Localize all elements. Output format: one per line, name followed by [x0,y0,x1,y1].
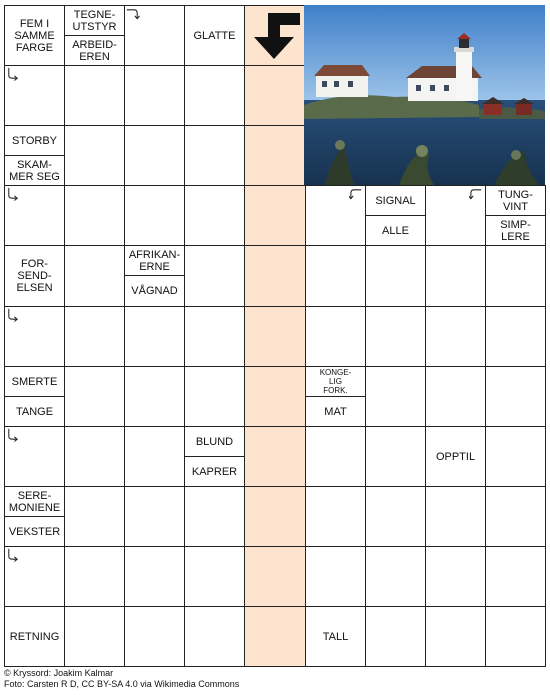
answer-cell[interactable] [124,366,185,427]
lighthouse-photo [304,5,545,185]
answer-cell[interactable] [305,426,366,487]
clue-text [129,249,180,273]
answer-cell[interactable] [365,366,426,427]
answer-cell[interactable] [184,606,245,667]
clue-text [14,18,54,54]
solution-cell[interactable] [244,546,306,607]
clue-fem-i-samme-farge [4,5,65,66]
direction-arrow-icon [126,7,140,21]
answer-cell[interactable] [305,486,366,547]
clue-line: FORK. [323,386,348,395]
clue-forsendelsen [4,245,65,307]
answer-cell[interactable] [64,426,125,487]
answer-cell[interactable] [124,125,185,186]
answer-cell[interactable] [365,426,426,487]
clue-line: TANGE [15,405,54,418]
clue-line: OPPTIL [435,450,476,463]
clue-vekster [4,516,65,547]
clue-text [16,258,52,294]
credit-photo: Foto: Carsten R D, CC BY-SA 4.0 via Wikimedia Commons [4,679,240,689]
crossword-grid [4,5,545,666]
clue-glatte [184,5,245,66]
answer-cell[interactable] [365,245,426,307]
answer-cell[interactable] [365,306,426,367]
answer-cell[interactable] [485,426,546,487]
clue-blund [184,426,245,457]
clue-line: ELSEN [16,282,53,294]
clue-text [324,406,346,418]
clue-smerte [4,366,65,397]
clue-text [320,368,352,395]
answer-cell[interactable] [184,306,245,367]
clue-text [498,189,533,213]
clue-text [9,159,60,183]
clue-tegneutstyr [64,5,125,36]
answer-cell[interactable] [184,486,245,547]
clue-tange [4,396,65,427]
clue-line: UTSTYR [72,20,117,33]
clue-afrikanerne [124,245,185,276]
clue-line: TUNG- [498,188,533,201]
answer-cell[interactable] [64,546,125,607]
clue-line: TALL [322,630,349,643]
answer-cell[interactable] [64,125,125,186]
clue-line: SERE- [17,489,52,502]
clue-line: AFRIKAN- [128,248,181,261]
clue-retning [4,606,65,667]
direction-arrow-icon [6,428,20,442]
clue-text [12,135,57,147]
direction-arrow-icon [6,548,20,562]
clue-line: KONGE- [319,368,352,377]
clue-seremoniene [4,486,65,517]
answer-cell[interactable] [365,486,426,547]
clue-text [375,195,415,207]
clue-text [9,526,60,538]
clue-line: ERNE [139,260,170,273]
clue-alle [365,215,426,246]
clue-vagnad [124,275,185,307]
answer-cell[interactable] [124,486,185,547]
clue-text [73,9,117,33]
clue-text [72,39,117,63]
clue-opptil [425,426,486,487]
solution-arrow-icon [250,11,302,61]
clue-kongelig-fork [305,366,366,397]
answer-cell[interactable] [64,185,125,246]
clue-line: SAMME [14,29,55,42]
clue-text [16,406,53,418]
answer-cell[interactable] [64,65,125,126]
clue-line: RETNING [9,630,60,643]
clue-line: BLUND [195,435,234,448]
answer-cell[interactable] [64,366,125,427]
answer-cell[interactable] [425,486,486,547]
clue-line: MER SEG [9,170,60,183]
clue-simplere [485,215,546,246]
answer-cell[interactable] [124,185,185,246]
clue-line: LIG [329,377,342,386]
clue-storby [4,125,65,156]
clue-text [436,451,475,463]
clue-line: ALLE [382,224,409,237]
answer-cell[interactable] [184,546,245,607]
clue-line: SIGNAL [375,194,416,207]
clue-line: MAT [324,405,347,418]
clue-text [131,285,177,297]
answer-cell[interactable] [425,606,486,667]
clue-line: FARGE [15,41,54,54]
solution-cell[interactable] [244,245,306,307]
clue-text [500,219,531,243]
clue-line: VÅGNAD [131,285,178,297]
clue-arbeideren [64,35,125,66]
clue-tall [305,606,366,667]
answer-cell[interactable] [365,546,426,607]
clue-text [12,376,58,388]
answer-cell[interactable] [64,606,125,667]
clue-line: SEND- [17,270,52,282]
answer-cell[interactable] [184,125,245,186]
answer-cell[interactable] [124,606,185,667]
answer-cell[interactable] [425,546,486,607]
clue-text [382,225,409,237]
solution-cell[interactable] [244,366,306,427]
clue-line: MONIENE [8,501,61,514]
solution-cell[interactable] [244,125,306,186]
clue-line: EREN [79,50,110,63]
clue-text [323,631,348,643]
answer-cell[interactable] [485,306,546,367]
answer-cell[interactable] [64,486,125,547]
answer-cell[interactable] [485,245,546,307]
answer-cell[interactable] [184,185,245,246]
clue-kaprer [184,456,245,487]
clue-line: VINT [502,200,529,213]
solution-cell[interactable] [244,306,306,367]
solution-cell[interactable] [244,486,306,547]
clue-line: SMERTE [11,375,58,388]
direction-arrow-icon [349,187,363,201]
direction-arrow-icon [6,187,20,201]
clue-line: FOR- [21,258,48,270]
clue-line: LERE [501,230,530,243]
answer-cell[interactable] [64,306,125,367]
answer-cell[interactable] [124,306,185,367]
answer-cell[interactable] [305,306,366,367]
direction-arrow-icon [469,187,483,201]
clue-text [196,436,233,448]
answer-cell[interactable] [365,606,426,667]
answer-cell[interactable] [184,366,245,427]
direction-arrow-icon [6,308,20,322]
clue-text [192,466,237,478]
answer-cell[interactable] [485,486,546,547]
clue-line: FEM I [19,17,50,30]
answer-cell[interactable] [305,546,366,607]
clue-line: SIMP- [500,218,531,231]
answer-cell[interactable] [425,306,486,367]
answer-cell[interactable] [124,546,185,607]
clue-line: ARBEID- [72,38,117,51]
clue-mat [305,396,366,427]
credit-crossword: © Kryssord: Joakim Kalmar [4,668,114,678]
answer-cell[interactable] [184,245,245,307]
clue-signal [365,185,426,216]
direction-arrow-icon [6,67,20,81]
solution-cell[interactable] [244,65,306,126]
solution-cell[interactable] [244,426,306,487]
answer-cell[interactable] [124,65,185,126]
clue-line: KAPRER [191,465,238,478]
answer-cell[interactable] [425,245,486,307]
answer-cell[interactable] [425,366,486,427]
answer-cell[interactable] [305,245,366,307]
clue-line: VEKSTER [8,525,61,538]
clue-tungvint [485,185,546,216]
answer-cell[interactable] [485,546,546,607]
clue-text [10,631,60,643]
clue-line: SKAM- [17,158,52,171]
answer-cell[interactable] [124,426,185,487]
clue-line: GLATTE [193,29,236,42]
clue-skammer-seg [4,155,65,186]
clue-text [9,490,60,514]
answer-cell[interactable] [485,366,546,427]
solution-cell[interactable] [244,185,306,246]
solution-cell[interactable] [244,606,306,667]
clue-text [194,30,236,42]
answer-cell[interactable] [485,606,546,667]
clue-line: TEGNE- [73,8,116,21]
clue-line: STORBY [11,134,58,147]
answer-cell[interactable] [184,65,245,126]
answer-cell[interactable] [64,245,125,307]
